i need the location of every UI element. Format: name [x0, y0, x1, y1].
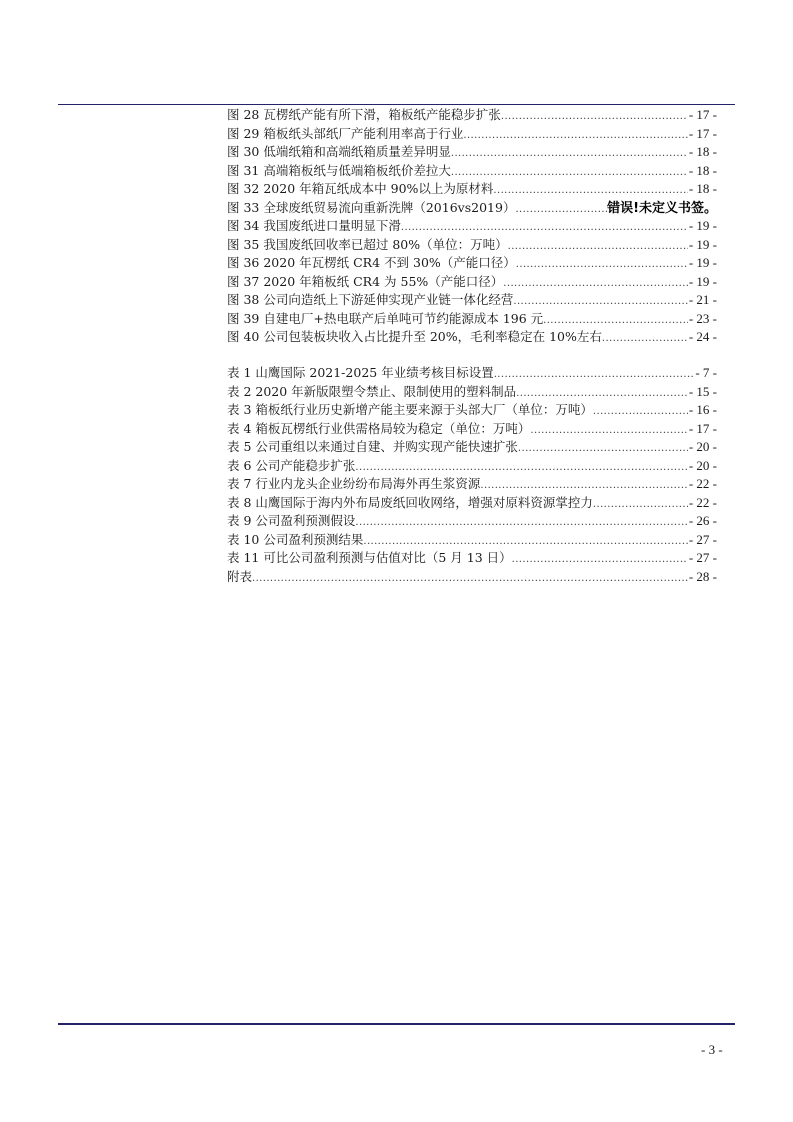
toc-page-number: - 27 - [688, 550, 717, 565]
page-number: - 3 - [701, 1042, 723, 1057]
toc-entry-title: 表 4 箱板瓦楞纸行业供需格局较为稳定（单位：万吨） [227, 420, 531, 436]
footer-rule [58, 1023, 735, 1025]
toc-leader-dots [508, 238, 688, 257]
toc-table-entry[interactable] [227, 475, 717, 494]
toc-leader-dots [503, 275, 688, 294]
toc-figure-entry[interactable] [227, 328, 717, 347]
toc-entry-title: 表 2 2020 年新版限塑令禁止、限制使用的塑料制品 [227, 383, 517, 399]
toc-figure-entry[interactable] [227, 236, 717, 255]
toc-table-entry[interactable] [227, 494, 717, 513]
toc-entry-title: 表 8 山鹰国际于海内外布局废纸回收网络，增强对原料资源掌控力 [227, 494, 593, 510]
toc-page-number: - 20 - [688, 439, 717, 454]
toc-leader-dots [494, 366, 695, 385]
toc-page-number: - 27 - [688, 531, 717, 547]
toc-entry-title: 表 1 山鹰国际 2021-2025 年业绩考核目标设置 [227, 365, 494, 380]
toc-page-number: - 20 - [688, 457, 717, 473]
figure-list [227, 106, 717, 347]
toc-entry-title: 图 32 2020 年箱瓦纸成本中 90%以上为原材料 [227, 181, 494, 196]
toc-figure-entry[interactable] [227, 291, 717, 310]
toc-entry-title: 图 38 公司向造纸上下游延伸实现产业链一体化经营 [227, 292, 514, 307]
toc-figure-entry[interactable] [227, 199, 717, 218]
toc-table-entry[interactable] [227, 420, 717, 439]
toc-page-number: - 19 - [688, 255, 717, 270]
toc-figure-entry[interactable] [227, 125, 717, 144]
toc-leader-dots [515, 201, 607, 220]
toc-entry-title: 图 28 瓦楞纸产能有所下滑，箱板纸产能稳步扩张 [227, 107, 501, 122]
toc-figure-entry[interactable] [227, 310, 717, 329]
header-rule [58, 104, 735, 105]
toc-table-entry[interactable] [227, 364, 717, 383]
toc-entry-title: 表 10 公司盈利预测结果 [227, 531, 364, 547]
toc-table-entry[interactable] [227, 383, 717, 402]
toc-page-number: - 24 - [688, 329, 717, 344]
toc-page-number: - 17 - [688, 420, 717, 436]
toc-figure-entry[interactable] [227, 217, 717, 236]
toc-entry-title: 表 9 公司盈利预测假设 [227, 513, 356, 528]
toc-leader-dots [501, 108, 688, 127]
toc-leader-dots [512, 551, 688, 570]
toc-entry-title: 图 30 低端纸箱和高端纸箱质量差异明显 [227, 144, 451, 159]
toc-page-number: - 19 - [688, 218, 717, 233]
toc-page-number: - 15 - [688, 383, 717, 399]
toc-table-entry[interactable] [227, 512, 717, 531]
toc-entry-title: 图 31 高端箱板纸与低端箱板纸价差拉大 [227, 162, 451, 178]
toc-leader-dots [602, 330, 688, 349]
toc-error-text: 错误!未定义书签。 [607, 200, 717, 216]
toc-page-number: - 19 - [688, 273, 717, 289]
toc-page-number: - 22 - [688, 476, 717, 491]
toc-leader-dots [451, 145, 688, 164]
toc-table-entry[interactable] [227, 549, 717, 568]
toc-figure-entry[interactable] [227, 180, 717, 199]
toc-figure-entry[interactable] [227, 254, 717, 273]
toc-leader-dots [252, 570, 688, 589]
toc-entry-title: 图 29 箱板纸头部纸厂产能利用率高于行业 [227, 125, 464, 141]
toc-entry-title: 图 37 2020 年箱板纸 CR4 为 55%（产能口径） [227, 273, 504, 289]
toc-figure-entry[interactable] [227, 273, 717, 292]
toc-leader-dots [493, 182, 687, 201]
toc-leader-dots [530, 422, 687, 441]
toc-page-number: - 26 - [688, 513, 717, 528]
toc-page-number: - 22 - [688, 494, 717, 510]
toc-page-number: - 18 - [688, 181, 717, 196]
toc-leader-dots [463, 127, 687, 146]
toc-entry-title: 表 3 箱板纸行业历史新增产能主要来源于头部大厂（单位：万吨） [227, 402, 593, 417]
table-list [227, 364, 717, 586]
toc-table-entry[interactable] [227, 401, 717, 420]
toc-page-number: - 17 - [688, 107, 717, 122]
toc-entry-title: 图 36 2020 年瓦楞纸 CR4 不到 30%（产能口径） [227, 255, 516, 270]
toc-table-entry[interactable] [227, 568, 717, 587]
toc-page-number: - 18 - [688, 162, 717, 178]
toc-page-number: - 19 - [688, 236, 717, 252]
toc-page-number: - 28 - [688, 568, 717, 584]
toc-entry-title: 表 7 行业内龙头企业纷纷布局海外再生浆资源 [227, 476, 481, 491]
toc-entry-title: 表 6 公司产能稳步扩张 [227, 457, 356, 473]
toc-entry-title: 图 39 自建电厂+热电联产后单吨可节约能源成本 196 元 [227, 310, 544, 326]
toc-figure-entry[interactable] [227, 106, 717, 125]
toc-page-number: - 16 - [688, 402, 717, 417]
toc-leader-dots [593, 403, 688, 422]
toc-page-number: - 21 - [688, 292, 717, 307]
toc-page-number: - 23 - [688, 310, 717, 326]
toc-entry-title: 图 33 全球废纸贸易流向重新洗牌（2016vs2019） [227, 199, 516, 215]
toc-leader-dots [355, 514, 687, 533]
toc-entry-title: 附表 [227, 568, 253, 584]
toc-entry-title: 表 5 公司重组以来通过自建、并购实现产能快速扩张 [227, 439, 518, 454]
toc-leader-dots [593, 496, 688, 515]
toc-leader-dots [516, 256, 688, 275]
toc-leader-dots [518, 440, 688, 459]
toc-page-number: - 18 - [688, 144, 717, 159]
toc-entry-title: 图 35 我国废纸回收率已超过 80%（单位：万吨） [227, 236, 508, 252]
toc-page-number: - 17 - [688, 125, 717, 141]
toc-entry-title: 表 11 可比公司盈利预测与估值对比（5 月 13 日） [227, 550, 512, 565]
toc-entry-title: 图 34 我国废纸进口量明显下滑 [227, 218, 401, 233]
toc-page-number: - 7 - [695, 365, 717, 380]
toc-figure-entry[interactable] [227, 162, 717, 181]
toc-table-entry[interactable] [227, 457, 717, 476]
toc-table-entry[interactable] [227, 531, 717, 550]
toc-figure-entry[interactable] [227, 143, 717, 162]
toc-entry-title: 图 40 公司包装板块收入占比提升至 20%，毛利率稳定在 10%左右 [227, 329, 602, 344]
toc-table-entry[interactable] [227, 438, 717, 457]
